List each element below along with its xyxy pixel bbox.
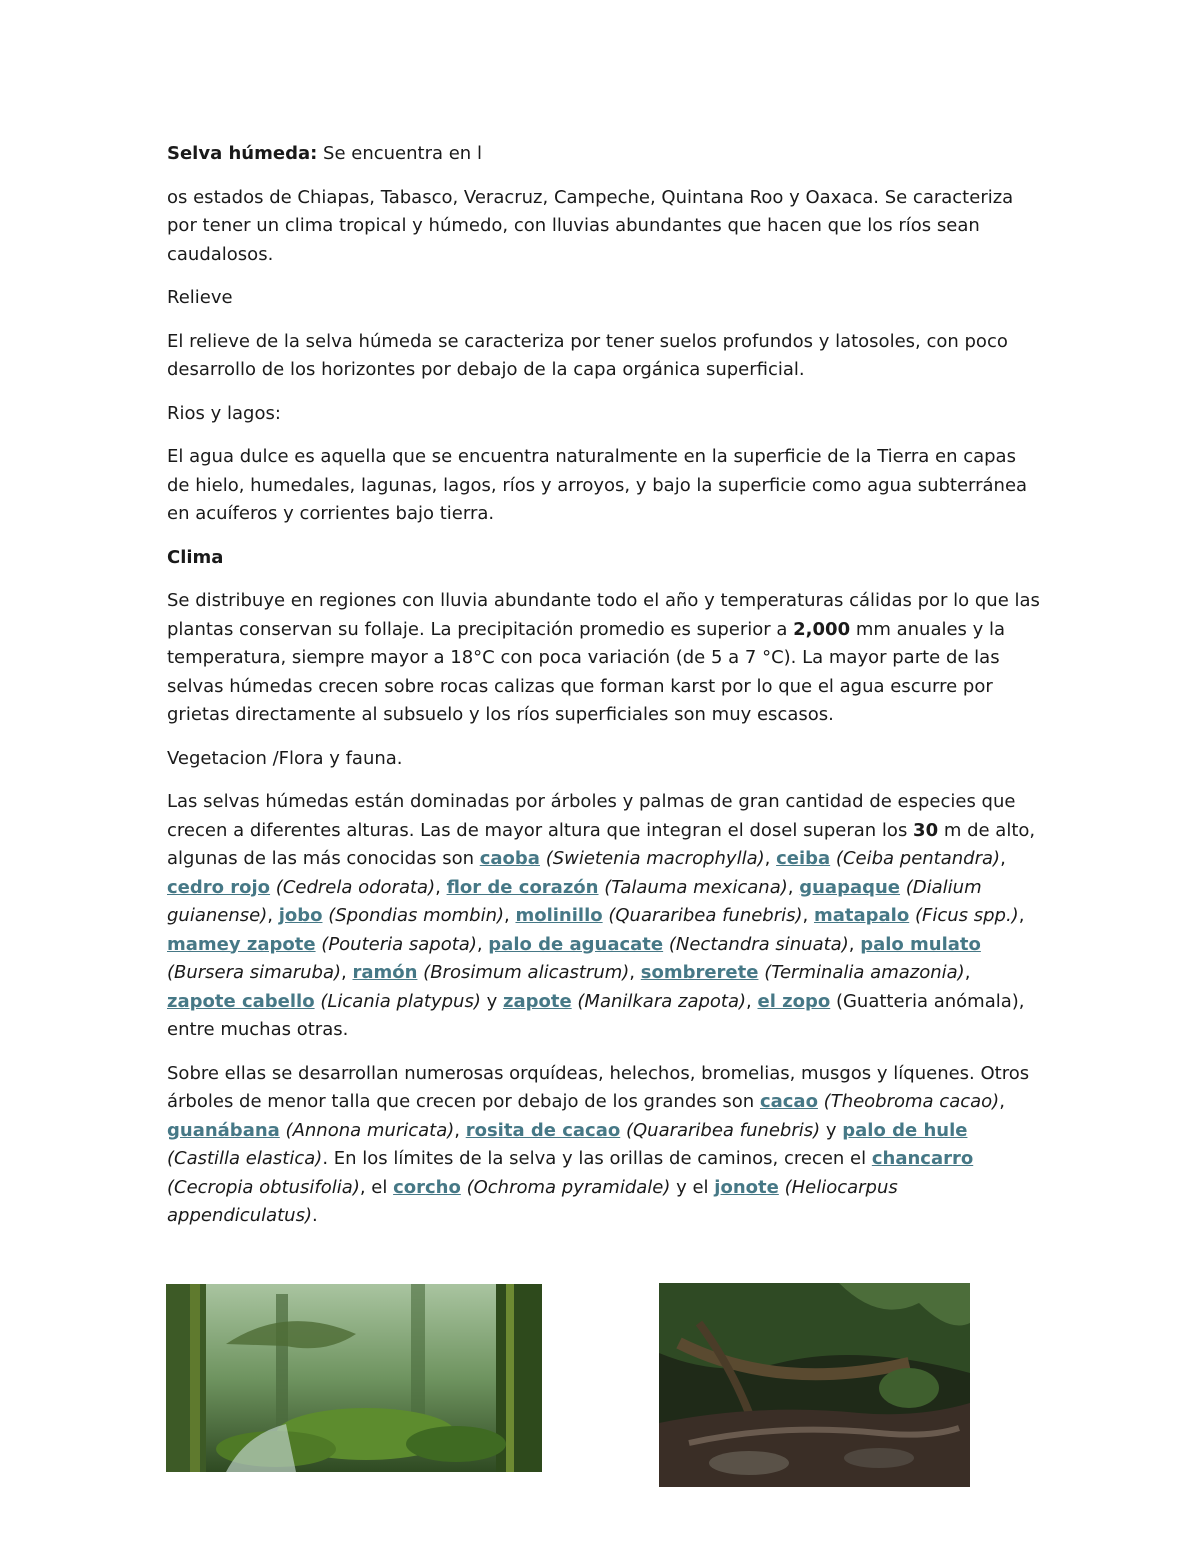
species-link-palo-de-hule[interactable]: palo de hule	[842, 1119, 968, 1141]
scientific-name: (Brosimum alicastrum)	[423, 962, 630, 983]
species-link-chancarro[interactable]: chancarro	[871, 1148, 974, 1169]
edge-species-list: chancarro (Cecropia obtusifolia), el corcho (Ochroma pyramidale) y el jonote (Heliocarpus appendiculatus)	[167, 1148, 974, 1226]
species-link-ramón[interactable]: ramón	[352, 962, 418, 983]
veg2-end: .	[312, 1205, 318, 1226]
scientific-name: (Spondias mombin)	[328, 905, 505, 926]
scientific-name: (Bursera simaruba)	[167, 962, 342, 983]
canopy-species-list: caoba (Swietenia macrophylla), ceiba (Ceiba pentandra), cedro rojo (Cedrela odorata), flor de corazón (Talauma mexicana), guapaque (Dialium guianense), jobo (Spondias mombin), molinillo (Quararibea funebris), matapalo (Ficus spp.), mamey zapote (Pouteria sapota), palo de aguacate (Nectandra sinuata), palo mulato (Bursera simaruba), ramón (Brosimum alicastrum), sombrerete (Terminalia amazonia), zapote cabello (Licania platypus) y zapote (Manilkara zapota), el zopo	[167, 848, 1025, 1012]
scientific-name: (Licania platypus)	[320, 990, 481, 1012]
relieve-paragraph: El relieve de la selva húmeda se caracteriza por tener suelos profundos y latosoles, con poco desarrollo de los horizontes por debajo de la capa orgánica superficial.	[167, 330, 1008, 380]
species-link-ceiba[interactable]: ceiba	[776, 848, 831, 869]
species-link-mamey-zapote[interactable]: mamey zapote	[167, 933, 316, 955]
scientific-name: (Manilkara zapota)	[577, 990, 747, 1012]
scientific-name: (Castilla elastica)	[167, 1148, 323, 1169]
intro-paragraph	[167, 140, 1042, 169]
heading-relieve: Relieve	[167, 287, 233, 308]
scientific-name: (Ficus spp.)	[914, 905, 1019, 926]
scientific-name: (Quararibea funebris)	[625, 1119, 821, 1141]
scientific-name: (Talauma mexicana)	[604, 876, 788, 898]
species-link-sombrerete[interactable]: sombrerete	[640, 962, 759, 983]
species-link-zapote-cabello[interactable]: zapote cabello	[167, 990, 315, 1012]
intro-text: Se encuentra en l	[317, 143, 482, 164]
scientific-name: (Pouteria sapota)	[321, 933, 477, 955]
scientific-name: (Heliocarpus appendiculatus)	[167, 1176, 898, 1226]
scientific-name: (Nectandra sinuata)	[668, 933, 849, 955]
species-link-flor-de-corazón[interactable]: flor de corazón	[446, 876, 599, 898]
scientific-name: (Cedrela odorata)	[275, 876, 436, 898]
term-selva-humeda: Selva húmeda:	[167, 143, 318, 164]
veg2-intro: Sobre ellas se desarrollan numerosas orquídeas, helechos, bromelias, musgos y líquenes. Otros árboles de menor talla que crecen por debajo de los grandes son	[167, 1062, 1030, 1112]
species-link-molinillo[interactable]: molinillo	[515, 905, 603, 926]
clima-text-c: mm anuales y la temperatura, siempre mayor a 18°C con poca variación (de 5 a 7 °C). La mayor parte de las selvas húmedas crecen sobre rocas calizas que forman karst por lo que el agua escurre por grietas directamente al subsuelo y los ríos superficiales son muy escasos.	[167, 618, 1006, 725]
veg1-text-c: m de alto, algunas de las más conocidas son	[167, 819, 1036, 869]
scientific-name: (Terminalia amazonia)	[764, 962, 965, 983]
species-link-palo-de-aguacate[interactable]: palo de aguacate	[488, 933, 664, 955]
species-link-zapote[interactable]: zapote	[502, 990, 572, 1012]
rainforest-stream-photo	[659, 1283, 970, 1487]
canopy-height: 30	[913, 819, 939, 841]
scientific-name: (Ochroma pyramidale)	[466, 1176, 671, 1198]
species-link-jobo[interactable]: jobo	[278, 905, 323, 926]
scientific-name: (Theobroma cacao)	[823, 1091, 1000, 1112]
document-body	[167, 140, 1042, 1246]
heading-vegetacion: Vegetacion /Flora y fauna.	[167, 747, 403, 769]
rainforest-misty-photo	[166, 1284, 542, 1472]
clima-text-a: Se distribuye en regiones con lluvia abundante todo el año y temperaturas cálidas por lo que las plantas conservan su follaje. La precipitación promedio es superior a	[167, 590, 1040, 640]
precip-value: 2,000	[793, 618, 851, 640]
heading-clima	[167, 544, 1042, 573]
veg1-text-a: Las selvas húmedas están dominadas por árboles y palmas de gran cantidad de especies que crecen a diferentes alturas. Las de mayor altura que integran el dosel superan los	[167, 791, 1016, 841]
scientific-name: (Ceiba pentandra)	[835, 848, 1001, 869]
species-link-cacao[interactable]: cacao	[759, 1091, 818, 1112]
species-link-guanábana[interactable]: guanábana	[167, 1119, 280, 1141]
veg2-mid: . En los límites de la selva y las orillas de caminos, crecen el	[322, 1148, 872, 1169]
heading-rios-lagos: Rios y lagos:	[167, 402, 281, 424]
heading-clima-text: Clima	[167, 546, 224, 568]
species-link-el-zopo[interactable]: el zopo	[757, 990, 831, 1012]
clima-paragraph	[167, 587, 1042, 730]
scientific-name: (Cecropia obtusifolia)	[167, 1176, 360, 1198]
scientific-name: (Swietenia macrophylla)	[545, 848, 765, 869]
scientific-name: (Dialium guianense)	[167, 876, 982, 926]
rios-paragraph: El agua dulce es aquella que se encuentra naturalmente en la superficie de la Tierra en capas de hielo, humedales, lagunas, lagos, ríos y arroyos, y bajo la superficie como agua subterránea en acuíferos y corrientes bajo tierra.	[167, 446, 1028, 524]
scientific-name: (Quararibea funebris)	[608, 905, 803, 926]
scientific-name: (Annona muricata)	[285, 1119, 455, 1141]
vegetation-paragraph-1	[167, 788, 1042, 1045]
species-link-palo-mulato[interactable]: palo mulato	[860, 933, 981, 955]
species-link-rosita-de-cacao[interactable]: rosita de cacao	[465, 1119, 621, 1141]
species-link-guapaque[interactable]: guapaque	[799, 876, 901, 898]
species-link-matapalo[interactable]: matapalo	[813, 905, 910, 926]
vegetation-paragraph-2	[167, 1060, 1042, 1231]
veg1-tail: (Guatteria anómala), entre muchas otras.	[167, 990, 1025, 1040]
species-link-corcho[interactable]: corcho	[393, 1176, 461, 1198]
species-link-cedro-rojo[interactable]: cedro rojo	[167, 876, 271, 898]
states-paragraph: os estados de Chiapas, Tabasco, Veracruz, Campeche, Quintana Roo y Oaxaca. Se caracteriza por tener un clima tropical y húmedo, con lluvias abundantes que hacen que los ríos sean caudalosos.	[167, 186, 1014, 265]
species-link-caoba[interactable]: caoba	[479, 848, 540, 869]
understory-species-list: cacao (Theobroma cacao), guanábana (Annona muricata), rosita de cacao (Quararibea funebris) y palo de hule (Castilla elastica)	[167, 1091, 1005, 1169]
species-link-jonote[interactable]: jonote	[714, 1176, 779, 1198]
